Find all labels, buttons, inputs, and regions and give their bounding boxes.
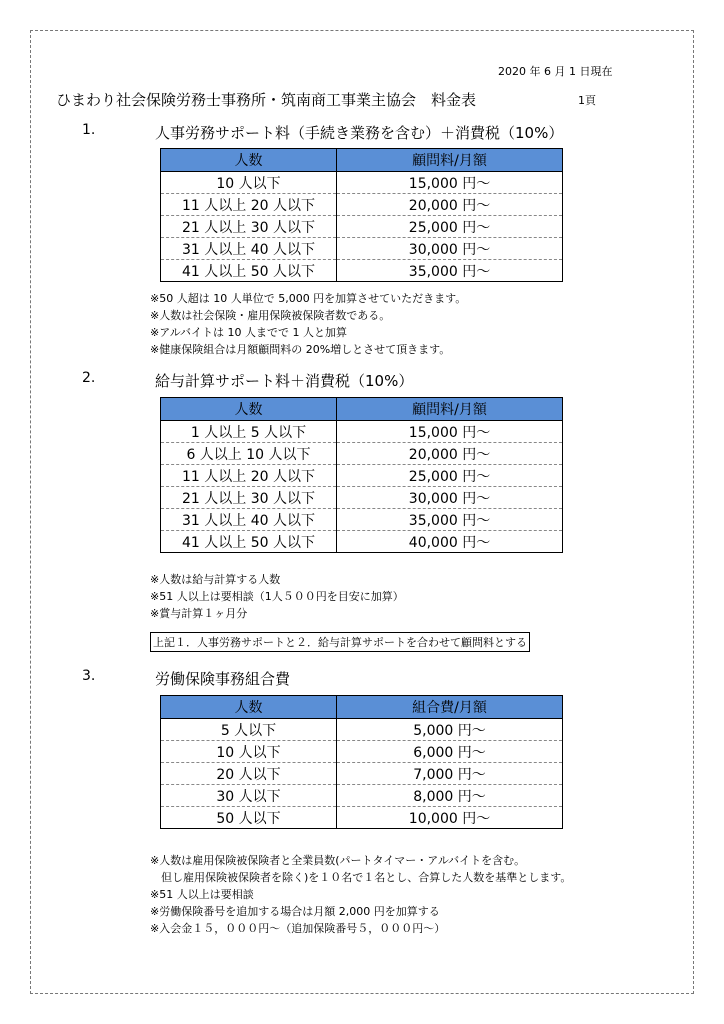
document-title: ひまわり社会保険労務士事務所・筑南商工事業主協会 料金表 <box>56 91 477 109</box>
section-3-number: 3. <box>82 668 96 684</box>
note-line: ※人数は社会保険・雇用保険被保険者数である。 <box>150 309 391 322</box>
column-header-fee: 顧問料/月額 <box>337 149 563 172</box>
section-2-title: 給与計算サポート料＋消費税（10%） <box>155 372 414 390</box>
table-row <box>161 807 563 829</box>
cell-headcount: 11 人以上 20 人以下 <box>161 465 337 487</box>
table-row <box>161 421 563 443</box>
table-row <box>161 465 563 487</box>
table-header-row <box>161 398 563 421</box>
section-3-fee-table <box>160 695 563 829</box>
cell-fee: 15,000 円〜 <box>337 172 563 194</box>
cell-headcount: 21 人以上 30 人以下 <box>161 487 337 509</box>
table-row <box>161 763 563 785</box>
table-row <box>161 443 563 465</box>
column-header-fee: 顧問料/月額 <box>337 398 563 421</box>
cell-headcount: 10 人以下 <box>161 741 337 763</box>
cell-fee: 7,000 円〜 <box>337 763 563 785</box>
cell-fee: 30,000 円〜 <box>337 238 563 260</box>
cell-headcount: 41 人以上 50 人以下 <box>161 531 337 553</box>
section-1-fee-table <box>160 148 563 282</box>
section-3-title: 労働保険事務組合費 <box>155 670 291 688</box>
column-header-headcount: 人数 <box>161 398 337 421</box>
table-row <box>161 531 563 553</box>
cell-headcount: 41 人以上 50 人以下 <box>161 260 337 282</box>
cell-fee: 25,000 円〜 <box>337 465 563 487</box>
cell-fee: 8,000 円〜 <box>337 785 563 807</box>
table-row <box>161 509 563 531</box>
page-number: 1頁 <box>578 94 596 107</box>
cell-headcount: 21 人以上 30 人以下 <box>161 216 337 238</box>
cell-headcount: 5 人以下 <box>161 719 337 741</box>
cell-headcount: 31 人以上 40 人以下 <box>161 509 337 531</box>
cell-fee: 25,000 円〜 <box>337 216 563 238</box>
note-line: ※50 人超は 10 人単位で 5,000 円を加算させていただきます。 <box>150 292 467 305</box>
cell-headcount: 30 人以下 <box>161 785 337 807</box>
table-header-row <box>161 696 563 719</box>
table-row <box>161 194 563 216</box>
cell-headcount: 10 人以下 <box>161 172 337 194</box>
column-header-fee: 組合費/月額 <box>337 696 563 719</box>
table-row <box>161 260 563 282</box>
note-line: ※労働保険番号を追加する場合は月額 2,000 円を加算する <box>150 905 440 918</box>
table-row <box>161 741 563 763</box>
cell-headcount: 31 人以上 40 人以下 <box>161 238 337 260</box>
note-line: ※健康保険組合は月額顧問料の 20%増しとさせて頂きます。 <box>150 343 451 356</box>
cell-fee: 20,000 円〜 <box>337 194 563 216</box>
section-2-fee-table <box>160 397 563 553</box>
table-row <box>161 172 563 194</box>
cell-headcount: 6 人以上 10 人以下 <box>161 443 337 465</box>
note-line: ※賞与計算１ヶ月分 <box>150 607 248 620</box>
section-2-notes <box>150 571 404 622</box>
section-1-number: 1. <box>82 122 96 138</box>
section-1-notes <box>150 290 466 358</box>
note-line: ※51 人以上は要相談（1人５００円を目安に加算） <box>150 590 404 603</box>
cell-headcount: 20 人以下 <box>161 763 337 785</box>
note-line: ※人数は雇用保険被保険者と全業員数(パートタイマー・アルバイトを含む。 <box>150 854 526 867</box>
cell-fee: 10,000 円〜 <box>337 807 563 829</box>
cell-headcount: 11 人以上 20 人以下 <box>161 194 337 216</box>
cell-fee: 35,000 円〜 <box>337 509 563 531</box>
note-line: ※51 人以上は要相談 <box>150 888 254 901</box>
note-line: ※人数は給与計算する人数 <box>150 573 281 586</box>
cell-fee: 30,000 円〜 <box>337 487 563 509</box>
cell-fee: 15,000 円〜 <box>337 421 563 443</box>
note-line: ※アルバイトは 10 人までで 1 人と加算 <box>150 326 347 339</box>
table-row <box>161 216 563 238</box>
table-row <box>161 785 563 807</box>
note-line: ※入会金１５，０００円〜（追加保険番号５，０００円〜） <box>150 922 446 935</box>
cell-fee: 20,000 円〜 <box>337 443 563 465</box>
table-row <box>161 719 563 741</box>
section-3-notes <box>150 852 571 937</box>
cell-fee: 6,000 円〜 <box>337 741 563 763</box>
cell-headcount: 1 人以上 5 人以下 <box>161 421 337 443</box>
note-line: 但し雇用保険被保険者を除く)を１０名で１名とし、合算した人数を基準とします。 <box>150 871 572 884</box>
column-header-headcount: 人数 <box>161 696 337 719</box>
cell-fee: 35,000 円〜 <box>337 260 563 282</box>
combined-fee-note: 上記１．人事労務サポートと２．給与計算サポートを合わせて顧問料とする <box>150 632 530 652</box>
section-1-title: 人事労務サポート料（手続き業務を含む）＋消費税（10%） <box>155 124 564 142</box>
column-header-headcount: 人数 <box>161 149 337 172</box>
table-row <box>161 487 563 509</box>
table-row <box>161 238 563 260</box>
cell-fee: 5,000 円〜 <box>337 719 563 741</box>
as-of-date: 2020 年 6 月 1 日現在 <box>498 65 613 78</box>
section-2-number: 2. <box>82 370 96 386</box>
table-header-row <box>161 149 563 172</box>
cell-headcount: 50 人以下 <box>161 807 337 829</box>
cell-fee: 40,000 円〜 <box>337 531 563 553</box>
